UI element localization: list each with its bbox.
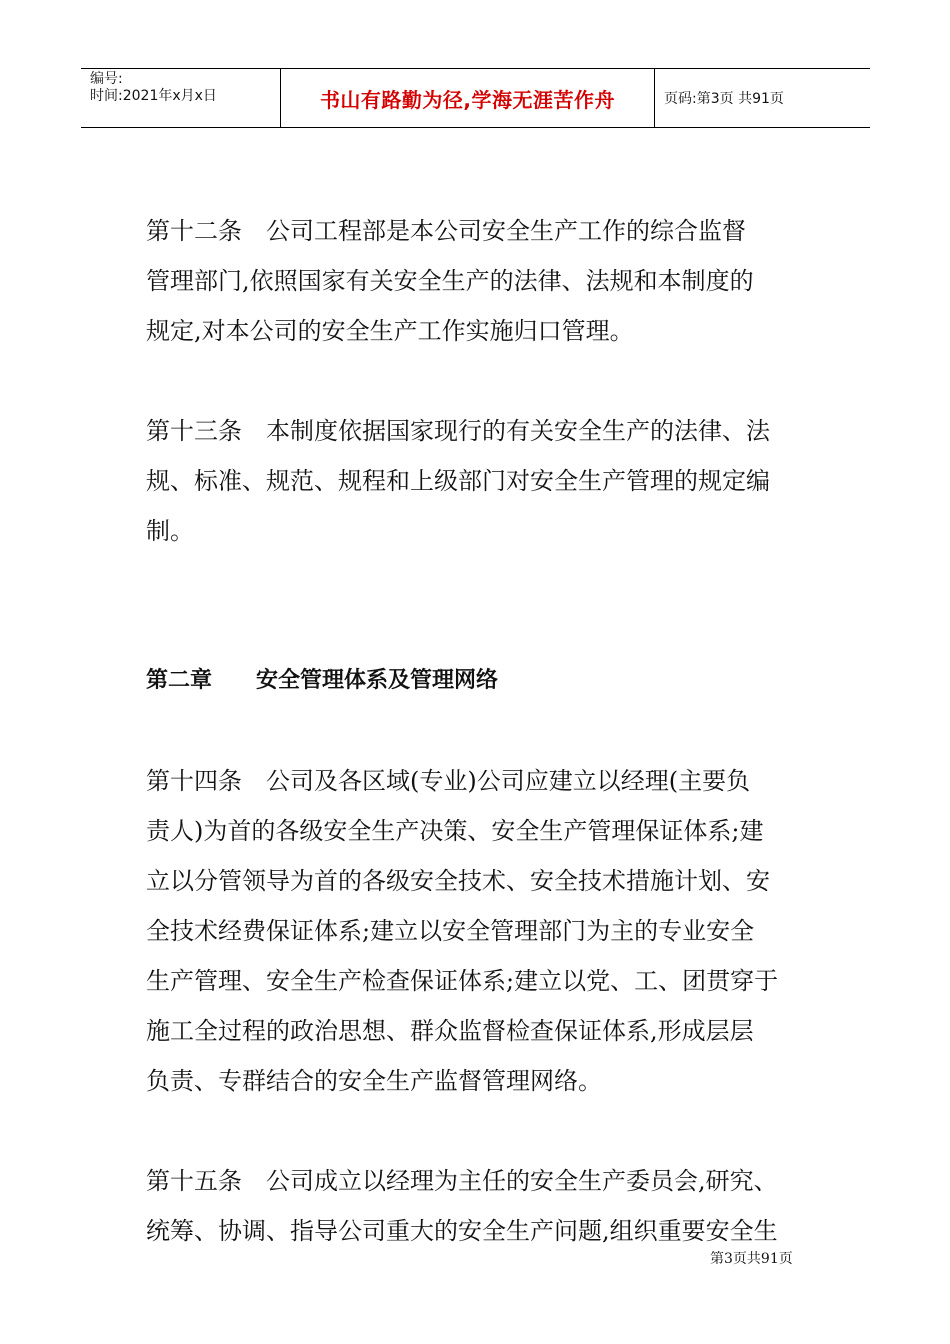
- article-13-line: 规、标准、规范、规程和上级部门对安全生产管理的规定编制。: [146, 467, 770, 545]
- header-meta-cell: [81, 69, 281, 127]
- article-14-line: 全技术经费保证体系;建立以安全管理部门为主的专业安全: [146, 917, 755, 945]
- article-13-line: 第十三条 本制度依据国家现行的有关安全生产的法律、法: [146, 417, 770, 445]
- document-date-label: 时间:2021年x月x日: [90, 88, 217, 104]
- document-body: [146, 206, 814, 1256]
- page-footer: 第3页共91页: [710, 1251, 793, 1267]
- header-page-label: 页码:第3页 共91页: [664, 91, 784, 107]
- article-15: [146, 1156, 814, 1256]
- header-motto: 书山有路勤为径,学海无涯苦作舟: [319, 87, 616, 112]
- document-number-label: 编号:: [90, 71, 123, 87]
- article-14-line: 第十四条 公司及各区域(专业)公司应建立以经理(主要负: [146, 767, 751, 795]
- article-14-line: 责人)为首的各级安全生产决策、安全生产管理保证体系;建: [146, 817, 764, 845]
- article-12-line: 管理部门,依照国家有关安全生产的法律、法规和本制度的: [146, 267, 754, 295]
- article-12: [146, 206, 814, 356]
- article-14-line: 生产管理、安全生产检查保证体系;建立以党、工、团贯穿于: [146, 967, 779, 995]
- chapter-heading: 第二章 安全管理体系及管理网络: [146, 668, 499, 693]
- article-14-line: 立以分管领导为首的各级安全技术、安全技术措施计划、安: [146, 867, 770, 895]
- article-14: [146, 756, 814, 1106]
- article-15-line: 第十五条 公司成立以经理为主任的安全生产委员会,研究、: [146, 1167, 778, 1195]
- article-14-line: 负责、专群结合的安全生产监督管理网络。: [146, 1067, 602, 1095]
- article-12-line: 规定,对本公司的安全生产工作实施归口管理。: [146, 317, 634, 345]
- page-header: [81, 68, 870, 128]
- article-15-line: 统筹、协调、指导公司重大的安全生产问题,组织重要安全生: [146, 1217, 778, 1245]
- article-14-line: 施工全过程的政治思想、群众监督检查保证体系,形成层层: [146, 1017, 754, 1045]
- header-motto-cell: [281, 69, 655, 127]
- article-12-line: 第十二条 公司工程部是本公司安全生产工作的综合监督: [146, 217, 746, 245]
- header-page-cell: [655, 69, 870, 127]
- article-13: [146, 406, 814, 556]
